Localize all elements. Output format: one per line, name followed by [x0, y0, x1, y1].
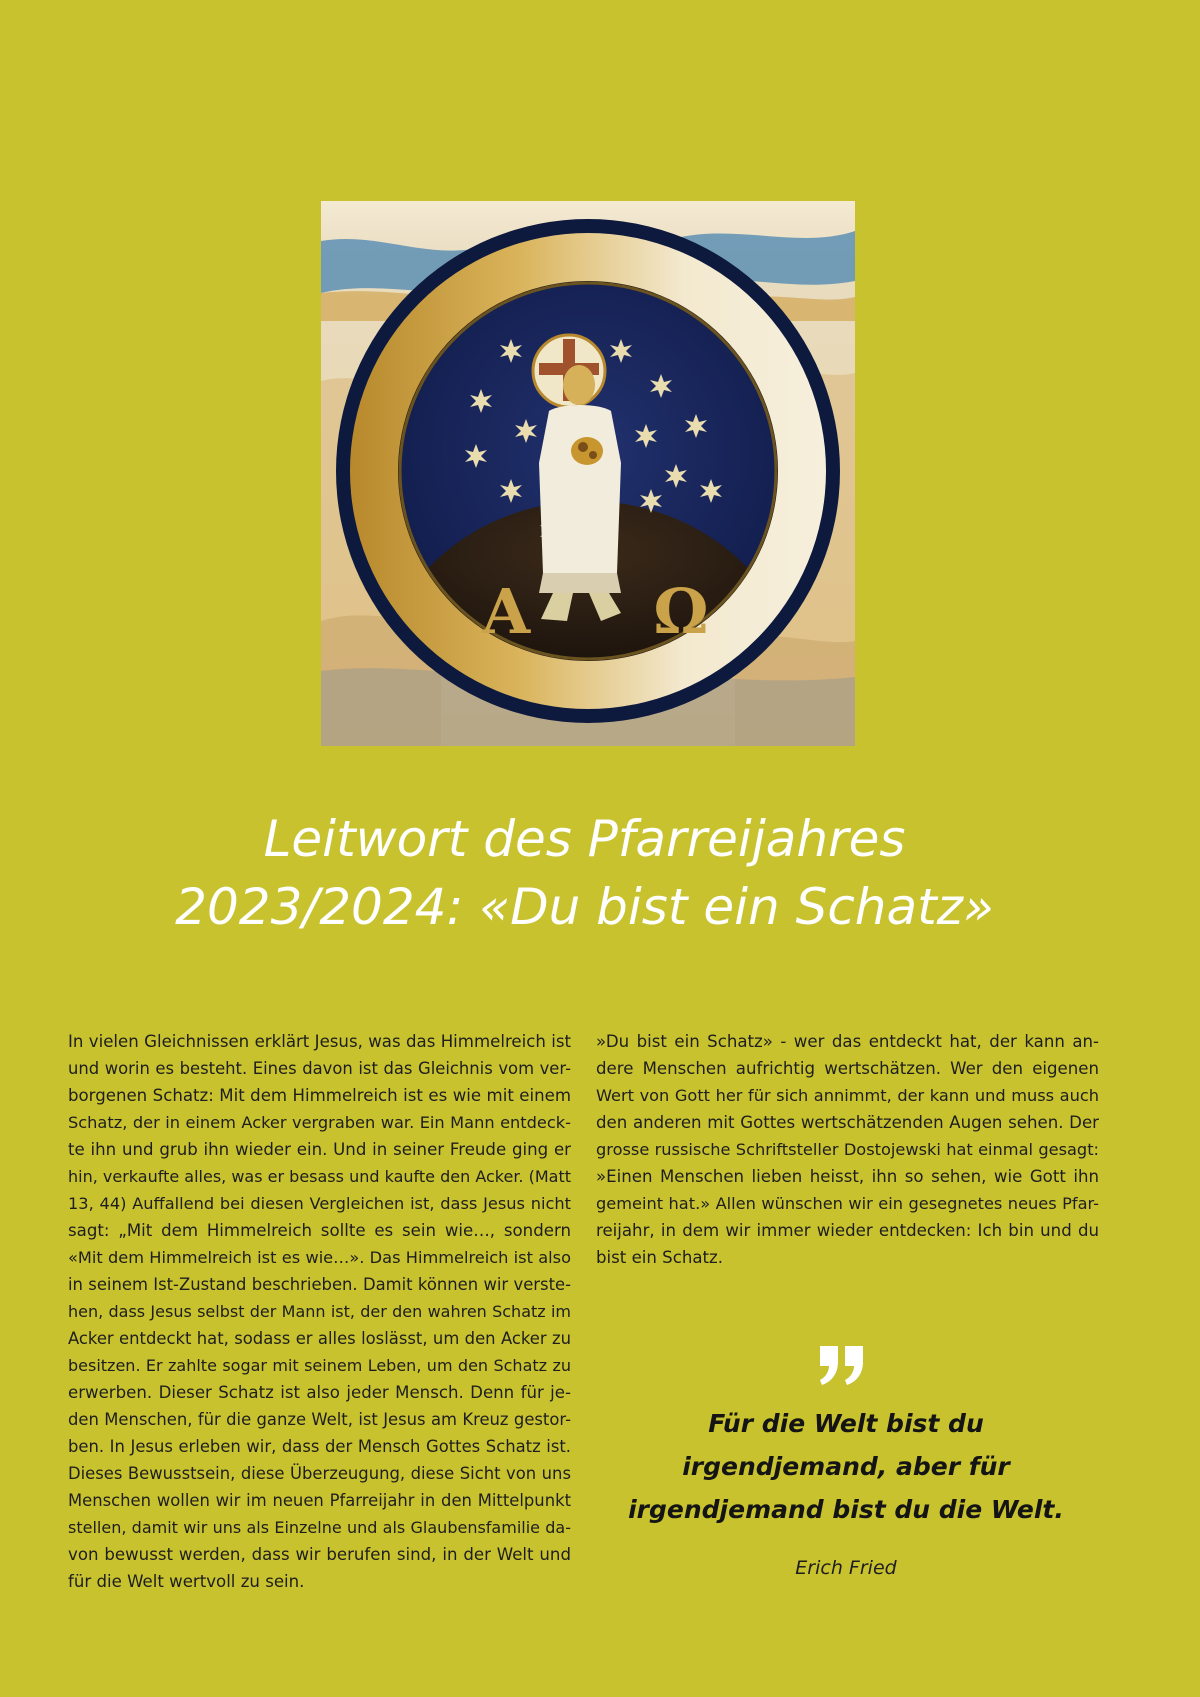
ceramic-plate-image [321, 201, 855, 746]
quote-line: irgendjemand bist du die Welt. [628, 1495, 1064, 1524]
quote-author: Erich Fried [795, 1557, 897, 1579]
paragraph-line: von bewusst werden, dass wir berufen sind, in der Welt und [68, 1545, 571, 1564]
paragraph-line: borgenen Schatz: Mit dem Himmelreich ist es wie mit einem [68, 1086, 571, 1105]
paragraph-line: sagt: „Mit dem Himmelreich sollte es sein wie…, sondern [68, 1221, 571, 1240]
paragraph-line: dere Menschen aufrichtig wertschätzen. Wer den eigenen [596, 1059, 1099, 1078]
paragraph-line: Schatz, der in einem Acker vergraben war. Ein Mann entdeck- [68, 1113, 571, 1132]
paragraph-line: für die Welt wertvoll zu sein. [68, 1572, 305, 1591]
paragraph-line: ben. In Jesus erleben wir, dass der Mensch Gottes Schatz ist. [68, 1437, 571, 1456]
paragraph-line: Menschen wollen wir im neuen Pfarreijahr in den Mittelpunkt [68, 1491, 571, 1510]
paragraph-line: stellen, damit wir uns als Einzelne und als Glaubensfamilie da- [68, 1518, 571, 1537]
svg-text:A: A [481, 575, 531, 648]
title-line: 2023/2024: «Du bist ein Schatz» [175, 878, 994, 936]
paragraph-line: den anderen mit Gottes wertschätzenden Augen sehen. Der [596, 1113, 1099, 1132]
title-line: Leitwort des Pfarreijahres [263, 810, 906, 868]
paragraph-line: »Einen Menschen lieben heisst, ihn so sehen, wie Gott ihn [596, 1167, 1099, 1186]
paragraph-line: »Du bist ein Schatz» - wer das entdeckt hat, der kann an- [596, 1032, 1099, 1051]
paragraph-line: In vielen Gleichnissen erklärt Jesus, was das Himmelreich ist [68, 1032, 571, 1051]
paragraph-line: Dieses Bewusstsein, diese Überzeugung, diese Sicht von uns [68, 1464, 571, 1483]
article-column-left [68, 1028, 571, 1595]
paragraph-line: «Mit dem Himmelreich ist es wie…». Das Himmelreich ist also [68, 1248, 571, 1267]
paragraph-line: hin, verkaufte alles, was er besass und kaufte den Acker. (Matt [68, 1167, 571, 1186]
paragraph-line: 13, 44) Auffallend bei diesen Vergleichen ist, dass Jesus nicht [68, 1194, 571, 1213]
quote-line: Für die Welt bist du [708, 1409, 984, 1438]
paragraph-line: reijahr, in dem wir immer wieder entdecken: Ich bin und du [596, 1221, 1099, 1240]
paragraph-line: te ihn und grub ihn wieder ein. Und in seiner Freude ging er [68, 1140, 571, 1159]
paragraph-line: erwerben. Dieser Schatz ist also jeder Mensch. Denn für je- [68, 1383, 571, 1402]
paragraph-line: grosse russische Schriftsteller Dostojewski hat einmal gesagt: [596, 1140, 1099, 1159]
paragraph-line: hen, dass Jesus selbst der Mann ist, der den wahren Schatz im [68, 1302, 571, 1321]
paragraph-line: besitzen. Er zahlte sogar mit seinem Leben, um den Schatz zu [68, 1356, 571, 1375]
paragraph-line: gemeint hat.» Allen wünschen wir ein gesegnetes neues Pfar- [596, 1194, 1099, 1213]
quote-line: irgendjemand, aber für [682, 1452, 1010, 1481]
paragraph-line: in seinem Ist-Zustand beschrieben. Damit können wir verste- [68, 1275, 571, 1294]
quote-text [600, 1402, 1092, 1531]
paragraph-line: Acker entdeckt hat, sodass er alles loslässt, um den Acker zu [68, 1329, 571, 1348]
paragraph-line: den Menschen, für die ganze Welt, ist Jesus am Kreuz gestor- [68, 1410, 571, 1429]
paragraph-line: Wert von Gott her für sich annimmt, der kann und muss auch [596, 1086, 1099, 1105]
paragraph-line: und worin es besteht. Eines davon ist das Gleichnis vom ver- [68, 1059, 571, 1078]
page-title [60, 805, 1109, 941]
article-column-right [596, 1028, 1099, 1271]
paragraph-line: bist ein Schatz. [596, 1248, 724, 1267]
quotation-mark-icon [818, 1344, 866, 1386]
svg-text:Ω: Ω [653, 575, 709, 648]
